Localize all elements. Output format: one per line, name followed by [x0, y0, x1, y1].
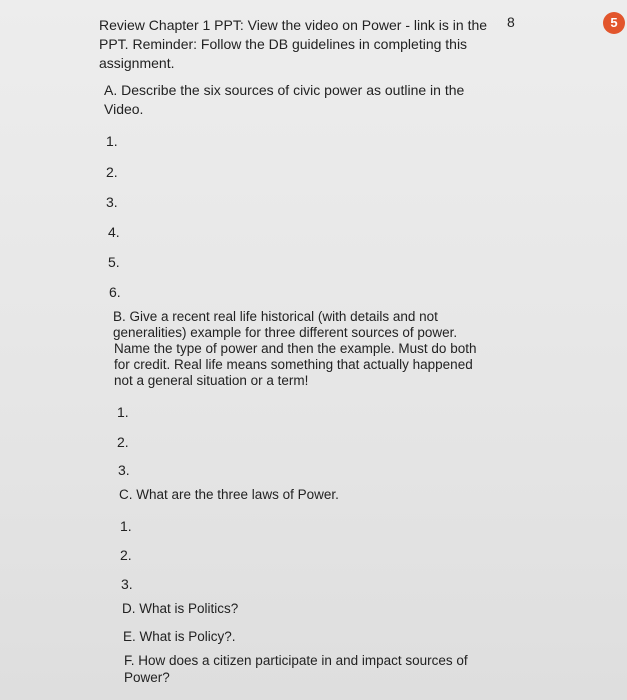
notification-badge[interactable]: 5 — [603, 12, 625, 34]
question-line-3: assignment. — [99, 55, 175, 71]
section-a-line-2: Video. — [104, 101, 144, 117]
section-d-title: D. What is Politics? — [122, 601, 239, 616]
section-b-item-2: 2. — [117, 434, 129, 450]
section-b-item-3: 3. — [118, 462, 130, 478]
section-a-item-4: 4. — [108, 224, 120, 240]
section-c-item-3: 3. — [121, 576, 133, 592]
section-f-line-2: Power? — [124, 670, 170, 685]
section-b-line-1: B. Give a recent real life historical (with details and not — [113, 309, 438, 324]
section-c-item-1: 1. — [120, 518, 132, 534]
question-line-2: PPT. Reminder: Follow the DB guidelines in completing this — [99, 36, 468, 52]
section-c-title: C. What are the three laws of Power. — [119, 487, 339, 502]
points-value: 8 — [507, 14, 515, 30]
section-a-item-5: 5. — [108, 254, 120, 270]
section-a-item-6: 6. — [109, 284, 121, 300]
section-a-item-3: 3. — [106, 194, 118, 210]
section-a-item-2: 2. — [106, 164, 118, 180]
section-c-item-2: 2. — [120, 547, 132, 563]
section-b-line-4: for credit. Real life means something that actually happened — [114, 357, 473, 372]
section-a-item-1: 1. — [106, 133, 118, 149]
section-a-line-1: A. Describe the six sources of civic power as outline in the — [104, 82, 465, 98]
section-b-line-2: generalities) example for three different sources of power. — [113, 325, 458, 340]
section-b-line-3: Name the type of power and then the example. Must do both — [114, 341, 477, 356]
question-line-1: Review Chapter 1 PPT: View the video on Power - link is in the — [99, 17, 488, 33]
section-f-line-1: F. How does a citizen participate in and impact sources of — [124, 653, 468, 668]
section-b-line-5: not a general situation or a term! — [114, 373, 309, 388]
section-e-title: E. What is Policy?. — [123, 629, 236, 644]
section-b-item-1: 1. — [117, 404, 129, 420]
